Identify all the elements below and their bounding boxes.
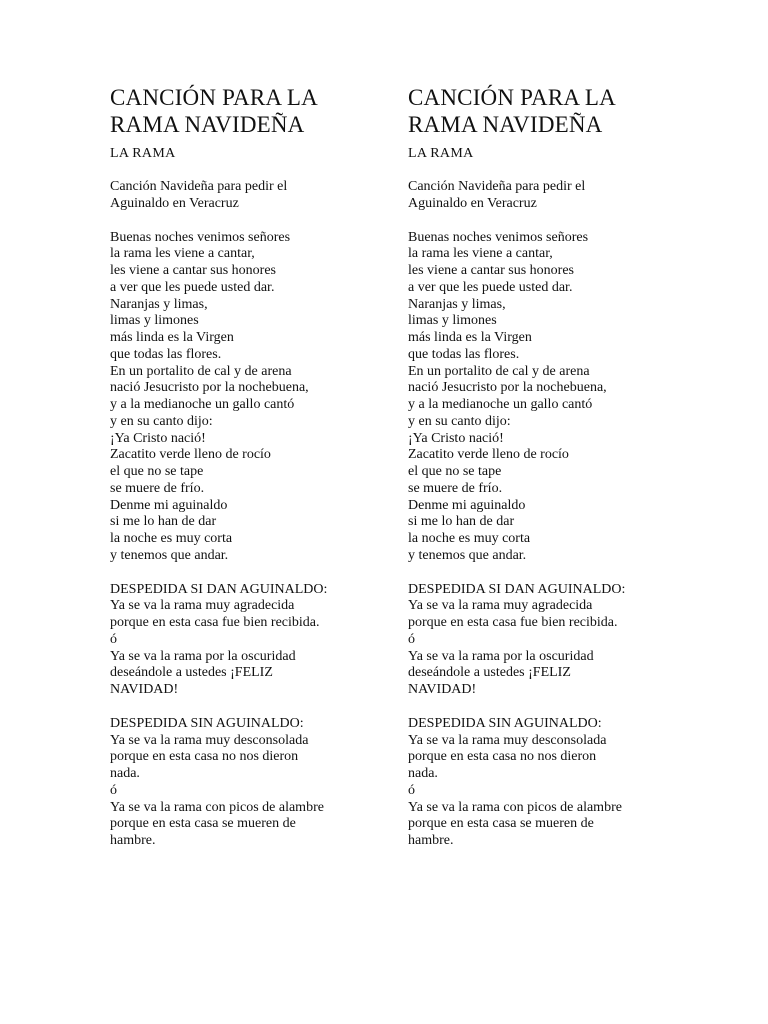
text-line: Aguinaldo en Veracruz [110, 195, 239, 211]
despedida-line: deseándole a ustedes ¡FELIZ [408, 665, 571, 681]
verse-line: limas y limones [110, 313, 199, 329]
verse-line: Naranjas y limas, [408, 296, 506, 312]
verse-line: Denme mi aguinaldo [408, 497, 526, 513]
despedida-line: ó [110, 782, 117, 798]
right-column [408, 84, 688, 850]
verse-line: En un portalito de cal y de arena [110, 363, 292, 379]
despedida-line: NAVIDAD! [408, 682, 477, 697]
despedida-line: hambre. [408, 833, 454, 848]
text-line: Canción Navideña para pedir el [408, 179, 586, 194]
despedida-line: DESPEDIDA SI DAN AGUINALDO: [110, 581, 328, 597]
verse-line: que todas las flores. [408, 346, 520, 362]
song-title [110, 84, 390, 138]
despedida-line: nada. [110, 766, 140, 781]
intro-block [110, 179, 390, 213]
left-column [110, 84, 390, 850]
verse-line: Naranjas y limas, [110, 296, 208, 312]
despedida-line: ó [408, 631, 415, 647]
despedida-line: Ya se va la rama muy desconsolada [110, 732, 309, 748]
title-line: CANCIÓN PARA LA [110, 85, 318, 110]
despedida-line: Ya se va la rama con picos de alambre [408, 799, 622, 815]
despedida-line: Ya se va la rama muy agradecida [110, 598, 295, 614]
despedida-line: Ya se va la rama por la oscuridad [110, 648, 296, 664]
verse-line: Zacatito verde lleno de rocío [110, 447, 271, 463]
despedida-line: ó [408, 782, 415, 798]
verse-line: a ver que les puede usted dar. [408, 279, 573, 295]
despedida-line: hambre. [110, 833, 156, 848]
text-line: Canción Navideña para pedir el [110, 179, 288, 194]
despedida-line: porque en esta casa no nos dieron [110, 749, 299, 765]
despedida-line: NAVIDAD! [110, 682, 179, 697]
despedida-line: Ya se va la rama muy desconsolada [408, 732, 607, 748]
verse-line: la rama les viene a cantar, [110, 246, 255, 262]
verse-line: si me lo han de dar [110, 514, 217, 530]
despedida-line: ó [110, 631, 117, 647]
verse-line: y en su canto dijo: [110, 413, 213, 429]
despedida-line: deseándole a ustedes ¡FELIZ [110, 665, 273, 681]
verse-line: más linda es la Virgen [408, 330, 532, 345]
despedida-line: Ya se va la rama muy agradecida [408, 598, 593, 614]
verse-line: Zacatito verde lleno de rocío [408, 447, 569, 463]
despedida-line: nada. [408, 766, 438, 781]
despedida-sin-block [110, 716, 390, 850]
verse-line: ¡Ya Cristo nació! [408, 430, 504, 446]
verse-line: Buenas noches venimos señores [110, 229, 291, 245]
despedida-line: DESPEDIDA SI DAN AGUINALDO: [408, 581, 626, 597]
verse-line: nació Jesucristo por la nochebuena, [408, 380, 607, 396]
verse-line: se muere de frío. [408, 480, 503, 496]
verses-block [408, 230, 688, 565]
text-line: Aguinaldo en Veracruz [408, 195, 537, 211]
despedida-line: porque en esta casa se mueren de [408, 816, 594, 832]
verse-line: a ver que les puede usted dar. [110, 279, 275, 295]
verse-line: nació Jesucristo por la nochebuena, [110, 380, 309, 396]
verse-line: la noche es muy corta [110, 531, 233, 546]
despedida-line: DESPEDIDA SIN AGUINALDO: [110, 715, 304, 731]
verse-line: y tenemos que andar. [110, 547, 229, 563]
title-line: RAMA NAVIDEÑA [408, 112, 603, 137]
verse-line: si me lo han de dar [408, 514, 515, 530]
verse-line: y a la medianoche un gallo cantó [110, 397, 295, 412]
verses-block [110, 230, 390, 565]
title-line: RAMA NAVIDEÑA [110, 112, 305, 137]
verse-line: y a la medianoche un gallo cantó [408, 397, 593, 412]
song-subtitle: LA RAMA [110, 146, 176, 161]
despedida-line: porque en esta casa fue bien recibida. [408, 615, 618, 630]
verse-line: les viene a cantar sus honores [408, 263, 574, 278]
despedida-line: porque en esta casa se mueren de [110, 816, 296, 832]
verse-line: Buenas noches venimos señores [408, 229, 589, 245]
verse-line: y tenemos que andar. [408, 547, 527, 563]
despedida-con-block [110, 582, 390, 699]
verse-line: Denme mi aguinaldo [110, 497, 228, 513]
verse-line: les viene a cantar sus honores [110, 263, 276, 278]
despedida-con-block [408, 582, 688, 699]
title-line: CANCIÓN PARA LA [408, 85, 616, 110]
verse-line: limas y limones [408, 313, 497, 329]
despedida-line: porque en esta casa fue bien recibida. [110, 615, 320, 630]
verse-line: la noche es muy corta [408, 531, 531, 546]
verse-line: y en su canto dijo: [408, 413, 511, 429]
verse-line: el que no se tape [408, 464, 502, 479]
despedida-line: DESPEDIDA SIN AGUINALDO: [408, 715, 602, 731]
verse-line: más linda es la Virgen [110, 330, 234, 345]
verse-line: ¡Ya Cristo nació! [110, 430, 206, 446]
despedida-line: porque en esta casa no nos dieron [408, 749, 597, 765]
verse-line: En un portalito de cal y de arena [408, 363, 590, 379]
despedida-line: Ya se va la rama con picos de alambre [110, 799, 324, 815]
verse-line: el que no se tape [110, 464, 204, 479]
verse-line: la rama les viene a cantar, [408, 246, 553, 262]
verse-line: que todas las flores. [110, 346, 222, 362]
song-subtitle: LA RAMA [408, 146, 474, 161]
despedida-sin-block [408, 716, 688, 850]
verse-line: se muere de frío. [110, 480, 205, 496]
intro-block [408, 179, 688, 213]
despedida-line: Ya se va la rama por la oscuridad [408, 648, 594, 664]
song-title [408, 84, 688, 138]
